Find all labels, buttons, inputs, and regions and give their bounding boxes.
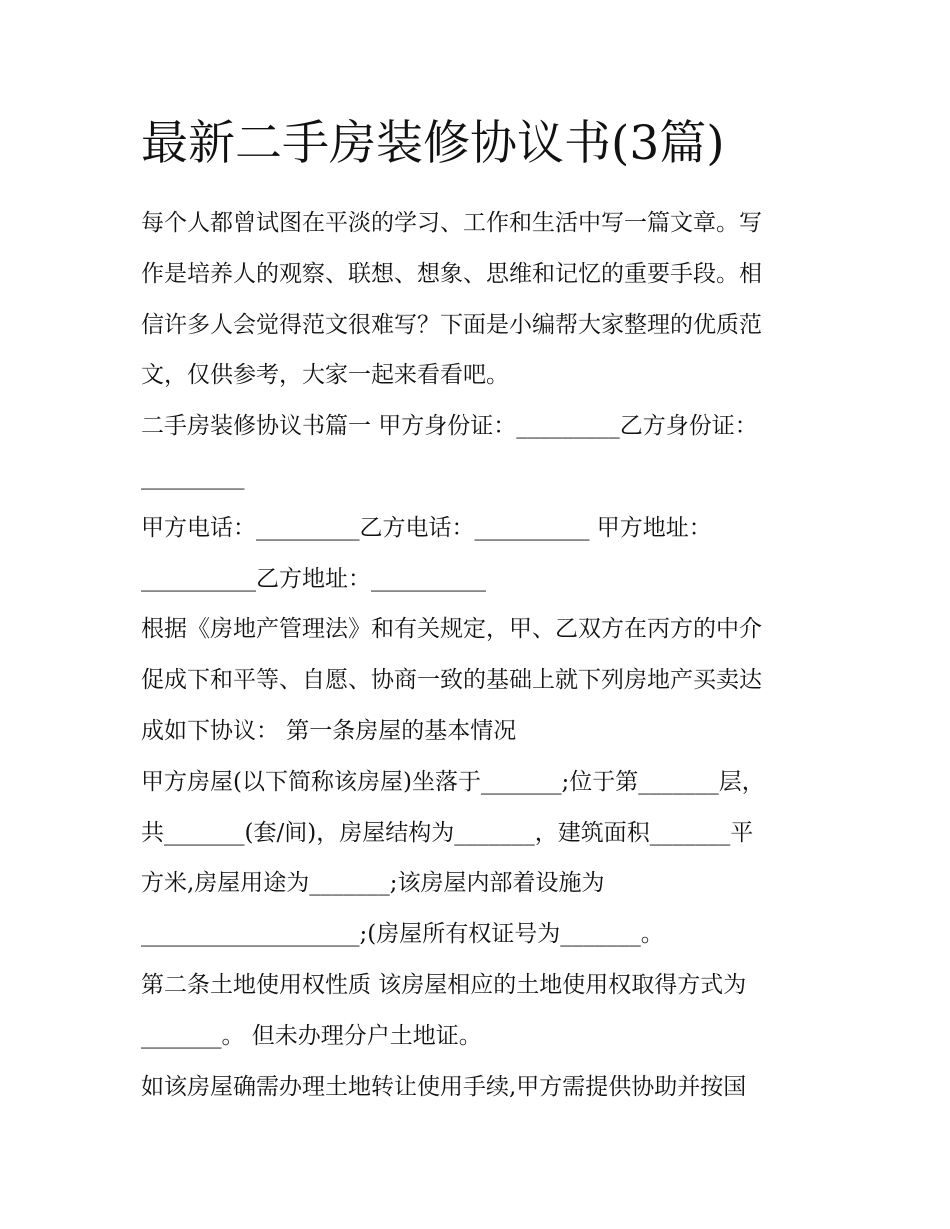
body-line: 信许多人会觉得范文很难写？下面是小编帮大家整理的优质范	[141, 311, 762, 338]
body-line: _______。 但未办理分户土地证。	[141, 1022, 482, 1049]
body-line: _________	[141, 463, 245, 490]
body-line: 作是培养人的观察、联想、想象、思维和记忆的重要手段。相	[141, 260, 762, 287]
body-line: 甲方房屋(以下简称该房屋)坐落于_______;位于第_______层，	[141, 768, 765, 795]
body-line: 文，仅供参考，大家一起来看看吧。	[141, 362, 509, 389]
body-line: 根据《房地产管理法》和有关规定，甲、乙双方在丙方的中介	[141, 616, 762, 643]
body-line: ___________________;(房屋所有权证号为_______。	[141, 921, 664, 948]
body-line: 方米,房屋用途为_______;该房屋内部着设施为	[141, 870, 605, 897]
body-line: __________乙方地址：__________	[141, 565, 486, 592]
body-line: 共_______(套/间)，房屋结构为_______，建筑面积_______平	[141, 819, 754, 846]
body-line: 促成下和平等、自愿、协商一致的基础上就下列房地产买卖达	[141, 667, 762, 694]
body-line: 如该房屋确需办理土地转让使用手续,甲方需提供协助并按国	[141, 1073, 747, 1100]
body-line: 第二条土地使用权性质 该房屋相应的土地使用权取得方式为	[141, 971, 747, 998]
document-title: 最新二手房装修协议书(3篇)	[141, 116, 725, 171]
section-heading-line: 二手房装修协议书篇一 甲方身份证：_________乙方身份证：	[141, 413, 758, 440]
body-line: 甲方电话：_________乙方电话：__________ 甲方地址：	[141, 514, 712, 541]
body-line: 成如下协议： 第一条房屋的基本情况	[141, 717, 517, 744]
document-body	[141, 198, 813, 1112]
body-line: 每个人都曾试图在平淡的学习、工作和生活中写一篇文章。写	[141, 210, 762, 236]
